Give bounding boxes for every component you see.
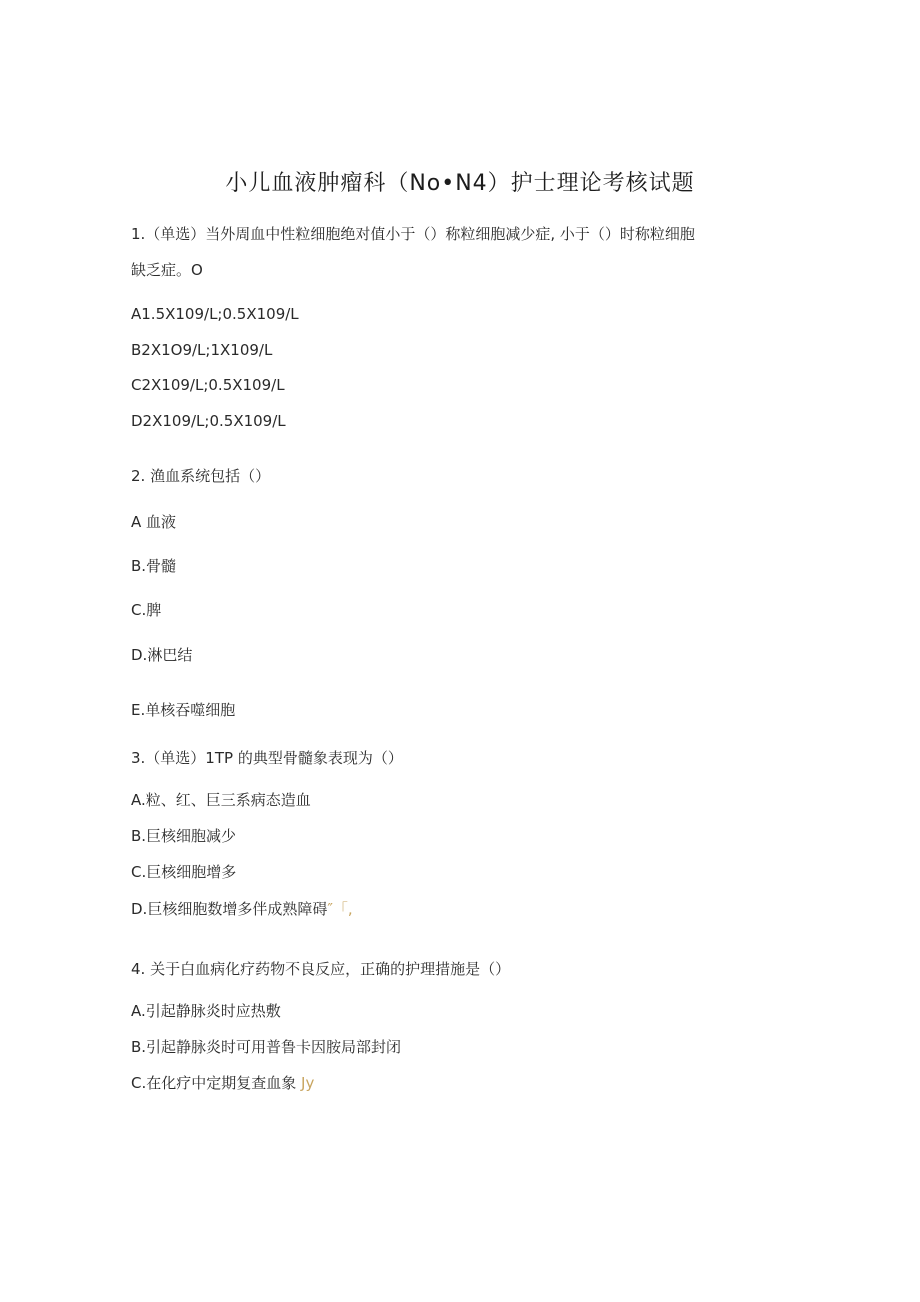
question-3-option-d [131,899,353,919]
question-1-option-b: B2X1O9∕L;1X109/L [131,341,273,359]
question-2-option-e: E.单核吞噬细胞 [131,701,236,719]
question-2-option-d: D.淋巴结 [131,646,193,664]
question-4-option-c [131,1073,314,1093]
question-1-option-d: D2X109/L;0.5X109/L [131,412,286,430]
question-4-option-c-text: C.在化疗中定期复查血象 [131,1074,297,1092]
question-4-handwritten-mark: Jy [301,1074,315,1092]
question-3-option-b: B.巨核细胞减少 [131,827,237,845]
question-2-option-a: A 血液 [131,513,177,531]
question-2-option-b: B.骨髓 [131,557,177,575]
question-2-stem: 2. 渔血系统包括（） [131,467,271,485]
question-1-stem-line-2: 缺乏症。O [131,261,203,279]
question-1-option-c: C2X109/L;0.5X109/L [131,376,285,394]
question-3-option-c: C.巨核细胞增多 [131,863,237,881]
question-3-handwritten-mark: ″「, [327,900,353,918]
question-1-stem-line-1: 1.（单选）当外周血中性粒细胞绝对值小于（）称粒细胞减少症, 小于（）时称粒细胞 [131,225,695,243]
question-3-option-a: A.粒、红、巨三系病态造血 [131,791,311,809]
question-4-option-a: A.引起静脉炎时应热敷 [131,1002,281,1020]
exam-title: 小儿血液肿瘤科（No•N4）护士理论考核试题 [225,171,695,196]
question-3-stem: 3.（单选）1TP 的典型骨髓象表现为（） [131,749,403,767]
question-4-stem: 4. 关于白血病化疗药物不良反应，正确的护理措施是（） [131,960,511,978]
question-3-option-d-text: D.巨核细胞数增多伴成熟障碍 [131,900,328,918]
question-4-option-b: B.引起静脉炎时可用普鲁卡因胺局部封闭 [131,1038,402,1056]
question-2-option-c: C.脾 [131,601,162,619]
question-1-option-a: A1.5X109/L;0.5X109/L [131,305,299,323]
